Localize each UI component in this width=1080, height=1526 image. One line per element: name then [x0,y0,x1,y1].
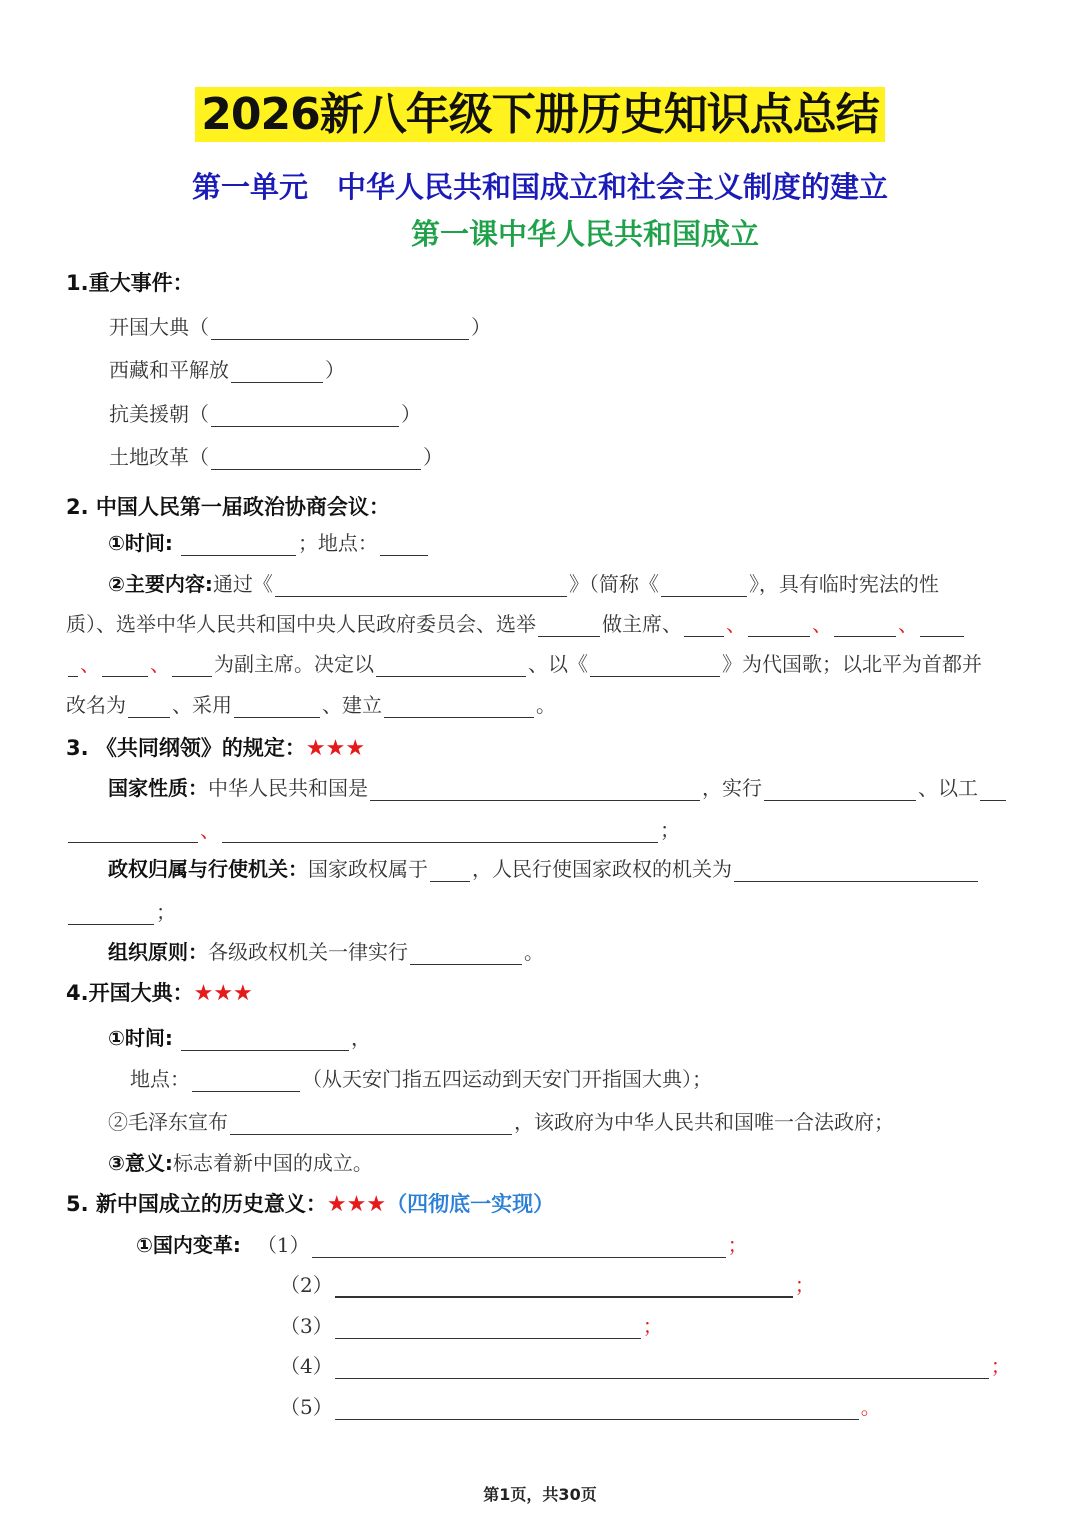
blank [211,406,399,427]
s3-text: ； [660,818,680,842]
blank [230,1114,512,1135]
s1-item-2 [109,354,345,383]
s1-item-1 [109,311,491,340]
s2-text: 为副主席。决定以 [214,652,374,676]
s5-domestic-label: ①国内变革: [136,1233,241,1257]
s2-text: 通过《 [212,572,273,596]
blank [834,616,896,637]
blank [376,656,526,677]
s5-end: ； [727,1233,748,1257]
page-footer: 第1页，共30页 [483,1485,597,1504]
s2-heading: 2. 中国人民第一届政治协商会议： [66,495,390,519]
blank [68,656,78,677]
s3-text: ，人民行使国家政权的机关为 [472,857,732,881]
separator: 、 [812,612,832,636]
blank [181,535,296,556]
s2-content-line-4 [66,689,556,718]
blank [920,616,964,637]
blank [384,697,534,718]
page-title: 2026新八年级下册历史知识点总结 [195,87,884,142]
separator: 、 [200,818,220,842]
blank [410,944,522,965]
blank [172,656,212,677]
s5-num: （2） [280,1273,333,1297]
s3-nature-label: 国家性质： [108,776,208,800]
blank [234,697,320,718]
unit-title: 第一单元 中华人民共和国成立和社会主义制度的建立 [191,170,888,204]
blank [590,656,720,677]
blank [211,449,421,470]
blank [335,1358,989,1379]
blank [192,1071,300,1092]
s1-item-label: 西藏和平解放 [109,358,229,382]
s1-close: ） [423,445,443,469]
s1-item-label: 开国大典（ [109,315,209,339]
s4-text: ，该政府为中华人民共和国唯一合法政府； [514,1110,894,1134]
s5-domestic-line-4 [280,1350,1011,1379]
s2-text: 、以《 [528,652,588,676]
s3-power-line-2 [66,896,176,925]
s4-meaning-label: ③意义: [108,1151,173,1175]
s3-text: 中华人民共和国是 [208,776,368,800]
s2-text: 》为代国歌；以北平为首都并 [722,652,982,676]
blank [181,1030,349,1051]
s2-time-line [108,527,430,556]
s1-close: ） [401,402,421,426]
s1-item-3 [109,398,421,427]
s2-text: 、建立 [322,693,382,717]
s5-domestic-line-1 [136,1229,748,1258]
s3-heading: 3. 《共同纲领》的规定： [66,736,306,760]
s3-text: ； [156,900,176,924]
s1-close: ） [325,358,345,382]
s3-nature-line [108,772,1008,801]
blank [684,616,724,637]
s2-text: 质）、选举中华人民共和国中央人民政府委员会、选举 [66,612,536,636]
s3-power-line [108,853,980,882]
s5-num: （1） [256,1233,310,1257]
blank [68,904,154,925]
blank [748,616,810,637]
separator: 、 [80,652,100,676]
blank [231,362,323,383]
s4-place-label: 地点： [130,1067,190,1091]
s2-content-label: ②主要内容: [108,572,213,596]
s1-heading: 1.重大事件： [66,271,194,295]
blank [275,576,567,597]
s2-text: 改名为 [66,693,126,717]
s5-end: ； [794,1273,815,1297]
s4-announce-line [108,1106,894,1135]
star-rating-icon: ★★★ [193,981,253,1006]
s5-num: （3） [280,1314,333,1338]
blank [68,822,198,843]
s2-text: 。 [536,693,556,717]
s4-text: ， [350,1026,371,1050]
separator: 、 [150,652,170,676]
s2-text: 》，具有临时宪法的性 [748,572,939,596]
s2-content-line-1 [108,568,939,597]
s5-heading: 5. 新中国成立的历史意义： [66,1192,327,1216]
blank [380,535,428,556]
s5-end: ； [642,1314,663,1338]
s1-close: ） [471,315,491,339]
blank [538,616,600,637]
s4-meaning-line [108,1147,373,1176]
s4-heading-line [66,977,253,1007]
s3-nature-line-2 [66,814,680,843]
s4-heading: 4.开国大典： [66,981,194,1005]
s3-org-line [108,936,544,965]
blank [335,1276,793,1298]
s3-text: ，实行 [702,776,762,800]
s5-domestic-line-5 [280,1391,881,1420]
separator: 、 [726,612,746,636]
s2-place-label: ；地点： [297,531,378,555]
blank [128,697,170,718]
blank [222,822,658,843]
blank [430,861,470,882]
s2-content-line-2 [66,608,966,637]
blank [312,1237,726,1258]
s5-num: （4） [280,1354,333,1378]
s5-domestic-line-2 [280,1269,815,1298]
s3-text: 国家政权属于 [308,857,428,881]
s4-place-line [130,1063,712,1092]
blank [661,576,747,597]
s2-text: 》（简称《 [568,572,659,596]
blank [734,861,978,882]
s1-item-label: 土地改革（ [109,445,209,469]
star-rating-icon: ★★★ [305,736,366,761]
s3-heading-line [66,732,365,762]
s3-text: 各级政权机关一律实行 [208,940,408,964]
s4-text: ②毛泽东宣布 [108,1110,228,1134]
s3-power-label: 政权归属与行使机关： [108,857,308,881]
s2-time-label: ①时间: [108,531,173,555]
s5-end: ； [990,1354,1011,1378]
s2-text: 、采用 [172,693,232,717]
s5-num: （5） [280,1395,333,1419]
s5-heading-line [66,1188,554,1218]
blank [980,780,1006,801]
s5-note: （四彻底一实现） [386,1192,555,1216]
blank [211,319,469,340]
blank [370,780,700,801]
s2-content-line-3 [66,648,982,677]
s4-text: （从天安门指五四运动到天安门开指国大典）； [302,1067,712,1091]
s1-item-4 [109,441,443,470]
page-title-wrap [0,78,1080,142]
blank [102,656,148,677]
s5-domestic-line-3 [280,1310,663,1339]
s3-text: 、以工 [918,776,978,800]
s4-time-label: ①时间: [108,1026,173,1050]
lesson-title: 第一课中华人民共和国成立 [410,217,759,251]
star-rating-icon: ★★★ [326,1192,387,1217]
s3-text: 。 [524,940,544,964]
s5-end: 。 [860,1395,881,1419]
blank [335,1399,859,1420]
s4-text: 标志着新中国的成立。 [172,1151,373,1175]
separator: 、 [898,612,918,636]
s1-item-label: 抗美援朝（ [109,402,209,426]
blank [335,1318,641,1339]
blank [764,780,916,801]
s3-org-label: 组织原则： [108,940,208,964]
s4-time-line [108,1022,371,1051]
s2-text: 做主席、 [602,612,682,636]
